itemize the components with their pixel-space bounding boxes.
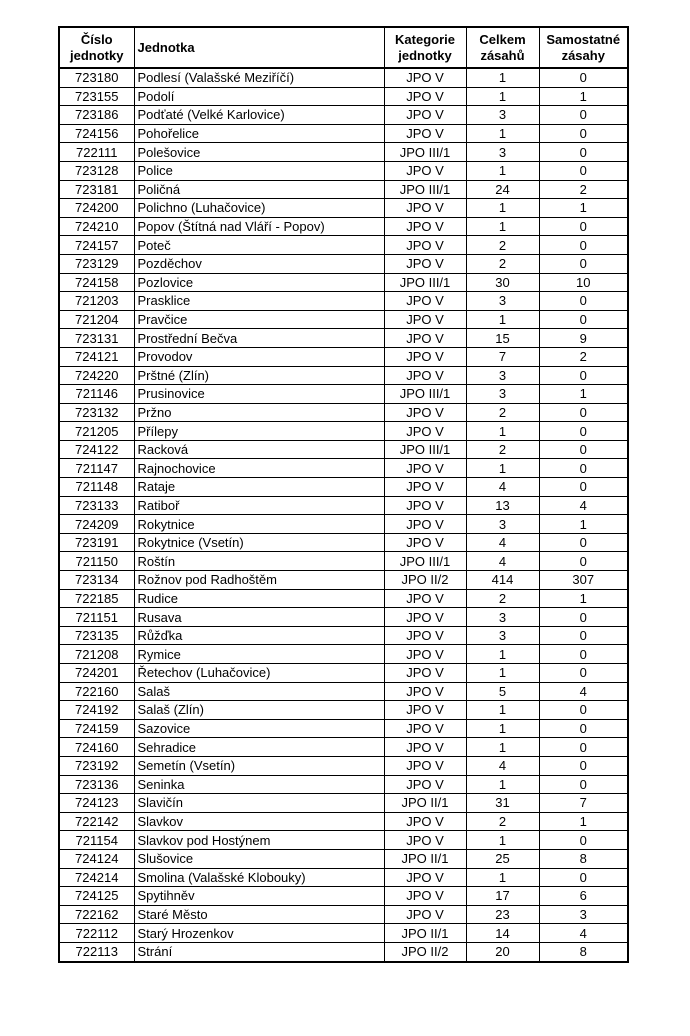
cell-code: 724210	[59, 217, 134, 236]
table-row	[59, 849, 628, 868]
cell-unit: Roštín	[134, 552, 384, 571]
cell-unit: Sehradice	[134, 738, 384, 757]
cell-unit: Staré Město	[134, 905, 384, 924]
cell-total: 3	[466, 385, 539, 404]
cell-total: 2	[466, 403, 539, 422]
cell-independent: 4	[539, 496, 628, 515]
cell-code: 724214	[59, 868, 134, 887]
cell-code: 724121	[59, 347, 134, 366]
cell-category: JPO V	[384, 887, 466, 906]
cell-independent: 0	[539, 366, 628, 385]
cell-total: 1	[466, 310, 539, 329]
table-row	[59, 887, 628, 906]
cell-independent: 4	[539, 682, 628, 701]
cell-unit: Rajnochovice	[134, 459, 384, 478]
cell-code: 723191	[59, 533, 134, 552]
cell-independent: 0	[539, 310, 628, 329]
cell-unit: Police	[134, 161, 384, 180]
cell-total: 2	[466, 589, 539, 608]
cell-category: JPO III/1	[384, 273, 466, 292]
cell-code: 722112	[59, 924, 134, 943]
table-row	[59, 440, 628, 459]
cell-unit: Poteč	[134, 236, 384, 255]
cell-total: 3	[466, 143, 539, 162]
cell-total: 7	[466, 347, 539, 366]
cell-code: 723155	[59, 87, 134, 106]
cell-category: JPO V	[384, 496, 466, 515]
cell-unit: Polešovice	[134, 143, 384, 162]
cell-total: 1	[466, 459, 539, 478]
cell-code: 721147	[59, 459, 134, 478]
cell-total: 1	[466, 738, 539, 757]
cell-category: JPO V	[384, 199, 466, 218]
cell-total: 414	[466, 571, 539, 590]
cell-unit: Salaš (Zlín)	[134, 701, 384, 720]
cell-category: JPO V	[384, 124, 466, 143]
table-row	[59, 403, 628, 422]
units-table	[58, 26, 629, 963]
cell-category: JPO V	[384, 422, 466, 441]
cell-unit: Prasklice	[134, 292, 384, 311]
cell-code: 723128	[59, 161, 134, 180]
cell-total: 4	[466, 552, 539, 571]
cell-unit: Sazovice	[134, 719, 384, 738]
cell-total: 3	[466, 366, 539, 385]
cell-total: 1	[466, 775, 539, 794]
cell-independent: 0	[539, 552, 628, 571]
table-row	[59, 496, 628, 515]
table-row	[59, 422, 628, 441]
cell-independent: 0	[539, 422, 628, 441]
cell-total: 3	[466, 608, 539, 627]
header-independent: Samostatné zásahy	[539, 27, 628, 68]
cell-category: JPO II/1	[384, 849, 466, 868]
table-row	[59, 143, 628, 162]
cell-total: 20	[466, 942, 539, 961]
table-row	[59, 533, 628, 552]
cell-unit: Poličná	[134, 180, 384, 199]
cell-total: 17	[466, 887, 539, 906]
cell-total: 2	[466, 440, 539, 459]
table-row	[59, 719, 628, 738]
table-row	[59, 217, 628, 236]
cell-category: JPO V	[384, 478, 466, 497]
cell-independent: 0	[539, 664, 628, 683]
cell-unit: Prštné (Zlín)	[134, 366, 384, 385]
cell-total: 5	[466, 682, 539, 701]
cell-independent: 0	[539, 719, 628, 738]
cell-unit: Růžďka	[134, 626, 384, 645]
cell-independent: 1	[539, 199, 628, 218]
cell-unit: Rokytnice	[134, 515, 384, 534]
cell-code: 724200	[59, 199, 134, 218]
table-row	[59, 199, 628, 218]
cell-code: 721146	[59, 385, 134, 404]
cell-independent: 0	[539, 217, 628, 236]
header-total: Celkem zásahů	[466, 27, 539, 68]
cell-unit: Pozlovice	[134, 273, 384, 292]
cell-code: 722185	[59, 589, 134, 608]
cell-independent: 0	[539, 608, 628, 627]
cell-total: 1	[466, 664, 539, 683]
cell-category: JPO V	[384, 719, 466, 738]
cell-code: 724124	[59, 849, 134, 868]
cell-category: JPO V	[384, 329, 466, 348]
cell-unit: Racková	[134, 440, 384, 459]
cell-independent: 1	[539, 589, 628, 608]
table-row	[59, 664, 628, 683]
cell-unit: Podlesí (Valašské Meziříčí)	[134, 68, 384, 87]
cell-total: 4	[466, 756, 539, 775]
cell-total: 1	[466, 217, 539, 236]
cell-unit: Podťaté (Velké Karlovice)	[134, 106, 384, 125]
cell-unit: Rusava	[134, 608, 384, 627]
table-row	[59, 68, 628, 87]
cell-independent: 6	[539, 887, 628, 906]
table-row	[59, 905, 628, 924]
cell-code: 721151	[59, 608, 134, 627]
cell-independent: 1	[539, 812, 628, 831]
cell-total: 1	[466, 161, 539, 180]
cell-unit: Slavkov pod Hostýnem	[134, 831, 384, 850]
table-row	[59, 347, 628, 366]
cell-independent: 4	[539, 924, 628, 943]
table-row	[59, 942, 628, 961]
cell-total: 3	[466, 106, 539, 125]
cell-total: 1	[466, 68, 539, 87]
cell-category: JPO V	[384, 645, 466, 664]
cell-independent: 2	[539, 347, 628, 366]
cell-category: JPO V	[384, 812, 466, 831]
table-header	[59, 27, 628, 68]
cell-independent: 3	[539, 905, 628, 924]
cell-unit: Podolí	[134, 87, 384, 106]
cell-unit: Pržno	[134, 403, 384, 422]
cell-category: JPO V	[384, 775, 466, 794]
cell-unit: Pohořelice	[134, 124, 384, 143]
table-row	[59, 180, 628, 199]
cell-unit: Přílepy	[134, 422, 384, 441]
cell-independent: 0	[539, 440, 628, 459]
cell-total: 2	[466, 236, 539, 255]
table-row	[59, 924, 628, 943]
cell-category: JPO V	[384, 868, 466, 887]
cell-category: JPO V	[384, 459, 466, 478]
cell-code: 724201	[59, 664, 134, 683]
cell-unit: Salaš	[134, 682, 384, 701]
cell-unit: Rokytnice (Vsetín)	[134, 533, 384, 552]
header-category: Kategorie jednotky	[384, 27, 466, 68]
cell-independent: 1	[539, 515, 628, 534]
cell-code: 721205	[59, 422, 134, 441]
table-row	[59, 310, 628, 329]
cell-code: 721208	[59, 645, 134, 664]
cell-category: JPO V	[384, 608, 466, 627]
cell-code: 721203	[59, 292, 134, 311]
cell-category: JPO V	[384, 738, 466, 757]
cell-code: 723136	[59, 775, 134, 794]
cell-independent: 0	[539, 143, 628, 162]
cell-unit: Strání	[134, 942, 384, 961]
cell-category: JPO V	[384, 403, 466, 422]
table-row	[59, 775, 628, 794]
cell-category: JPO V	[384, 831, 466, 850]
cell-category: JPO III/1	[384, 143, 466, 162]
cell-code: 724220	[59, 366, 134, 385]
table-row	[59, 831, 628, 850]
cell-code: 723132	[59, 403, 134, 422]
cell-unit: Prusinovice	[134, 385, 384, 404]
cell-independent: 307	[539, 571, 628, 590]
cell-category: JPO V	[384, 236, 466, 255]
cell-independent: 7	[539, 794, 628, 813]
cell-total: 31	[466, 794, 539, 813]
cell-unit: Provodov	[134, 347, 384, 366]
cell-code: 723135	[59, 626, 134, 645]
cell-total: 1	[466, 831, 539, 850]
cell-total: 1	[466, 701, 539, 720]
table-row	[59, 682, 628, 701]
cell-unit: Rymice	[134, 645, 384, 664]
cell-total: 14	[466, 924, 539, 943]
cell-unit: Slušovice	[134, 849, 384, 868]
cell-independent: 0	[539, 68, 628, 87]
cell-independent: 0	[539, 106, 628, 125]
table-row	[59, 292, 628, 311]
cell-unit: Rožnov pod Radhoštěm	[134, 571, 384, 590]
table-row	[59, 589, 628, 608]
cell-code: 721150	[59, 552, 134, 571]
cell-independent: 0	[539, 645, 628, 664]
cell-category: JPO V	[384, 905, 466, 924]
cell-independent: 0	[539, 701, 628, 720]
table-row	[59, 756, 628, 775]
table-row	[59, 161, 628, 180]
cell-total: 30	[466, 273, 539, 292]
table-row	[59, 608, 628, 627]
header-row	[59, 27, 628, 68]
header-unit: Jednotka	[134, 27, 384, 68]
cell-unit: Spytihněv	[134, 887, 384, 906]
cell-code: 723186	[59, 106, 134, 125]
cell-total: 3	[466, 292, 539, 311]
cell-code: 723134	[59, 571, 134, 590]
cell-total: 13	[466, 496, 539, 515]
cell-independent: 2	[539, 180, 628, 199]
cell-unit: Řetechov (Luhačovice)	[134, 664, 384, 683]
cell-category: JPO III/1	[384, 180, 466, 199]
cell-independent: 0	[539, 124, 628, 143]
cell-unit: Ratiboř	[134, 496, 384, 515]
cell-code: 724160	[59, 738, 134, 757]
table-row	[59, 794, 628, 813]
cell-total: 2	[466, 812, 539, 831]
cell-category: JPO V	[384, 347, 466, 366]
cell-code: 721154	[59, 831, 134, 850]
cell-total: 2	[466, 254, 539, 273]
cell-code: 721148	[59, 478, 134, 497]
cell-independent: 0	[539, 626, 628, 645]
cell-code: 724192	[59, 701, 134, 720]
cell-independent: 8	[539, 942, 628, 961]
cell-total: 1	[466, 87, 539, 106]
cell-category: JPO II/1	[384, 924, 466, 943]
cell-independent: 1	[539, 87, 628, 106]
cell-code: 723192	[59, 756, 134, 775]
cell-category: JPO V	[384, 626, 466, 645]
cell-total: 23	[466, 905, 539, 924]
cell-total: 3	[466, 626, 539, 645]
table-row	[59, 459, 628, 478]
cell-total: 1	[466, 719, 539, 738]
table-row	[59, 701, 628, 720]
cell-code: 723129	[59, 254, 134, 273]
cell-unit: Polichno (Luhačovice)	[134, 199, 384, 218]
cell-total: 25	[466, 849, 539, 868]
cell-unit: Seninka	[134, 775, 384, 794]
cell-total: 1	[466, 645, 539, 664]
cell-total: 4	[466, 478, 539, 497]
table-row	[59, 254, 628, 273]
cell-independent: 0	[539, 831, 628, 850]
cell-unit: Starý Hrozenkov	[134, 924, 384, 943]
cell-independent: 9	[539, 329, 628, 348]
cell-independent: 1	[539, 385, 628, 404]
cell-category: JPO V	[384, 68, 466, 87]
cell-code: 724122	[59, 440, 134, 459]
cell-unit: Rataje	[134, 478, 384, 497]
cell-code: 722111	[59, 143, 134, 162]
cell-unit: Pozděchov	[134, 254, 384, 273]
cell-category: JPO II/2	[384, 942, 466, 961]
cell-independent: 0	[539, 775, 628, 794]
table-row	[59, 515, 628, 534]
cell-total: 1	[466, 124, 539, 143]
table-row	[59, 385, 628, 404]
cell-category: JPO V	[384, 106, 466, 125]
table-row	[59, 868, 628, 887]
table-row	[59, 645, 628, 664]
cell-independent: 0	[539, 478, 628, 497]
cell-category: JPO V	[384, 589, 466, 608]
cell-independent: 0	[539, 254, 628, 273]
cell-independent: 8	[539, 849, 628, 868]
cell-independent: 0	[539, 236, 628, 255]
cell-unit: Prostřední Bečva	[134, 329, 384, 348]
cell-category: JPO V	[384, 217, 466, 236]
cell-code: 724156	[59, 124, 134, 143]
cell-code: 723181	[59, 180, 134, 199]
table-row	[59, 329, 628, 348]
cell-category: JPO V	[384, 756, 466, 775]
table-row	[59, 106, 628, 125]
cell-unit: Smolina (Valašské Klobouky)	[134, 868, 384, 887]
table-row	[59, 478, 628, 497]
cell-category: JPO V	[384, 366, 466, 385]
cell-code: 722160	[59, 682, 134, 701]
cell-category: JPO V	[384, 292, 466, 311]
cell-code: 721204	[59, 310, 134, 329]
cell-unit: Pravčice	[134, 310, 384, 329]
cell-independent: 0	[539, 403, 628, 422]
cell-code: 723180	[59, 68, 134, 87]
cell-independent: 0	[539, 738, 628, 757]
table-row	[59, 552, 628, 571]
cell-total: 3	[466, 515, 539, 534]
cell-independent: 0	[539, 292, 628, 311]
cell-code: 724158	[59, 273, 134, 292]
cell-unit: Slavkov	[134, 812, 384, 831]
cell-category: JPO III/1	[384, 440, 466, 459]
table-row	[59, 273, 628, 292]
cell-total: 1	[466, 422, 539, 441]
table-body	[59, 68, 628, 962]
cell-unit: Semetín (Vsetín)	[134, 756, 384, 775]
cell-unit: Rudice	[134, 589, 384, 608]
header-code: Číslo jednotky	[59, 27, 134, 68]
table-row	[59, 738, 628, 757]
cell-independent: 10	[539, 273, 628, 292]
table-row	[59, 366, 628, 385]
cell-code: 724209	[59, 515, 134, 534]
cell-independent: 0	[539, 756, 628, 775]
table-row	[59, 812, 628, 831]
cell-code: 724159	[59, 719, 134, 738]
cell-total: 4	[466, 533, 539, 552]
cell-category: JPO V	[384, 682, 466, 701]
cell-category: JPO V	[384, 701, 466, 720]
cell-total: 15	[466, 329, 539, 348]
table-row	[59, 236, 628, 255]
cell-independent: 0	[539, 459, 628, 478]
table-row	[59, 626, 628, 645]
cell-code: 722162	[59, 905, 134, 924]
cell-independent: 0	[539, 533, 628, 552]
cell-category: JPO III/1	[384, 385, 466, 404]
cell-category: JPO II/1	[384, 794, 466, 813]
cell-unit: Slavičín	[134, 794, 384, 813]
table-row	[59, 87, 628, 106]
cell-independent: 0	[539, 161, 628, 180]
cell-unit: Popov (Štítná nad Vláří - Popov)	[134, 217, 384, 236]
cell-code: 723133	[59, 496, 134, 515]
cell-category: JPO V	[384, 161, 466, 180]
cell-category: JPO V	[384, 533, 466, 552]
cell-category: JPO V	[384, 515, 466, 534]
cell-code: 723131	[59, 329, 134, 348]
cell-code: 724157	[59, 236, 134, 255]
cell-code: 724123	[59, 794, 134, 813]
cell-independent: 0	[539, 868, 628, 887]
cell-code: 722142	[59, 812, 134, 831]
cell-category: JPO III/1	[384, 552, 466, 571]
table-row	[59, 571, 628, 590]
cell-category: JPO V	[384, 254, 466, 273]
cell-code: 722113	[59, 942, 134, 961]
cell-total: 1	[466, 199, 539, 218]
cell-category: JPO V	[384, 664, 466, 683]
cell-total: 1	[466, 868, 539, 887]
cell-total: 24	[466, 180, 539, 199]
cell-category: JPO II/2	[384, 571, 466, 590]
table-row	[59, 124, 628, 143]
cell-category: JPO V	[384, 310, 466, 329]
cell-code: 724125	[59, 887, 134, 906]
cell-category: JPO V	[384, 87, 466, 106]
